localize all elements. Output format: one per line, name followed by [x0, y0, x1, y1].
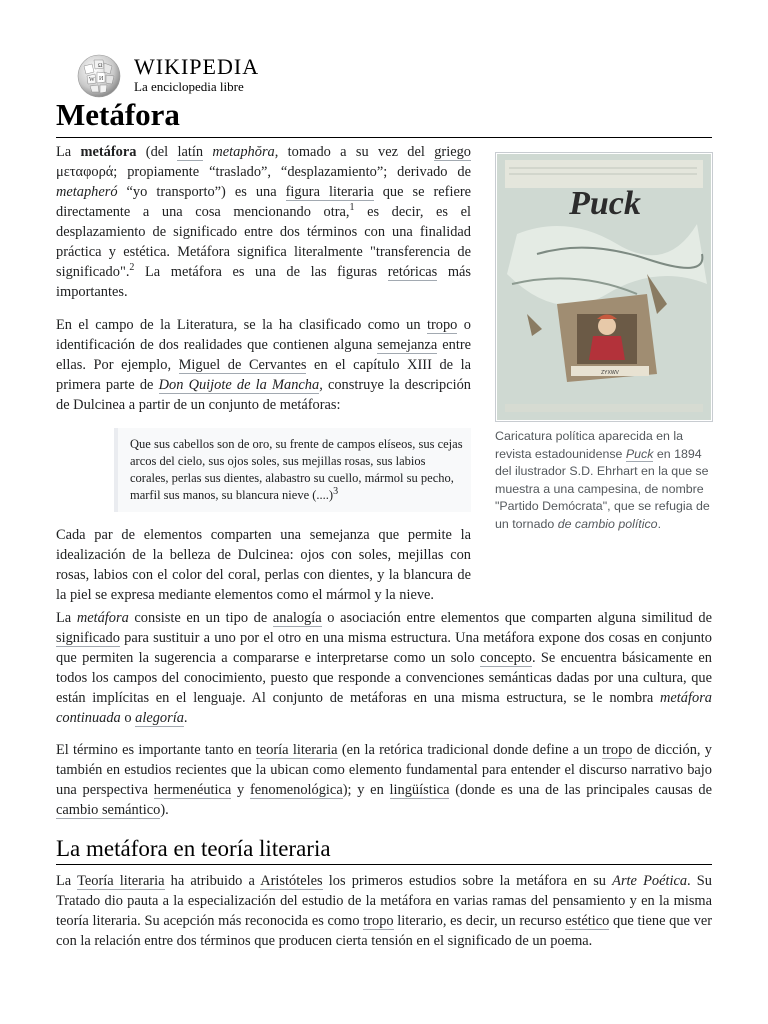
link-latin[interactable]: latín	[177, 144, 204, 160]
link-concepto[interactable]: concepto	[480, 650, 532, 666]
svg-text:ZYXWV: ZYXWV	[601, 370, 619, 376]
figure-puck	[495, 152, 713, 533]
wordmark-title: WIKIPEDIA	[134, 54, 260, 79]
puck-cover-image	[497, 154, 711, 420]
page-title: Metáfora	[56, 97, 180, 132]
link-don-quijote[interactable]: Don Quijote de la Mancha	[158, 377, 320, 393]
link-tropo-2[interactable]: tropo	[602, 742, 633, 758]
paragraph-intro: La metáfora (del latín metaphŏra, tomado a su vez del griego μεταφορά; propiamente “traslado”, “desplazamiento”; derivado de metapheró “yo transporto”) es una figura literaria que se refiere directamente a una cosa mencionando otra,$^1$ es decir, es el desplazamiento de significado entre dos términos con una finalidad práctica y estética. Metáfora significa literalmente "transferencia de significado".$^2$ La metáfora es una de las figuras retóricas más importantes.	[56, 144, 472, 300]
section-heading-teoria: La metáfora en teoría literaria	[56, 836, 331, 861]
link-teoria-literaria[interactable]: teoría literaria	[255, 742, 338, 758]
link-semejanza[interactable]: semejanza	[377, 337, 438, 353]
link-linguistica[interactable]: lingüística	[389, 782, 450, 798]
link-cambio-semantico[interactable]: cambio semántico	[56, 802, 161, 818]
link-fenomenologica[interactable]: fenomenológica	[250, 782, 343, 798]
link-puck[interactable]: Puck	[625, 446, 654, 461]
puck-illustration-icon	[497, 154, 711, 420]
wikipedia-logo[interactable]	[74, 52, 374, 98]
link-hermeneutica[interactable]: hermenéutica	[153, 782, 232, 798]
paragraph-literatura: En el campo de la Literatura, se la ha clasificado como un tropo o identificación de dos realidades que contienen alguna semejanza entre ellas. Por ejemplo, Miguel de Cervantes en el capítulo XIII de la primera parte de Don Quijote de la Mancha, construye la descripción de Dulcinea a partir de un conjunto de metáforas:	[56, 317, 472, 413]
paragraph-aristoteles-block	[56, 871, 712, 951]
link-tropo-3[interactable]: tropo	[363, 913, 394, 929]
paragraph-analogia: La metáfora consiste en un tipo de analogía o asociación entre elementos que comparten alguna similitud de significado para sustituir a uno por el otro en una misma estructura. Una metáfora expone dos cosas en conjunto que permiten la sugerencia a compararse e interpretarse como un solo concepto. Se encuentra básicamente en todos los campos del conocimiento, puesto que responde a convenciones semánticas dadas por una cultura, que están implícitas en el lenguaje. Al conjunto de metáforas en una misma estructura, se le nombra metáfora continuada o alegoría.	[56, 610, 712, 726]
link-miguel-de-cervantes[interactable]: Miguel de Cervantes	[178, 357, 307, 373]
reference-2[interactable]: 2	[129, 262, 135, 274]
link-estetico[interactable]: estético	[565, 913, 610, 929]
link-tropo[interactable]: tropo	[426, 317, 458, 333]
paragraph-termino-block	[56, 740, 712, 820]
paragraph-termino: El término es importante tanto en teoría literaria (en la retórica tradicional donde define a un tropo de dicción, y también en estudios recientes que la ubican como elemento fundamental para entender el discurso narrativo bajo una perspectiva hermenéutica y fenomenológica); y en lingüística (donde es una de las principales causas de cambio semántico).	[56, 742, 712, 818]
svg-text:И: И	[99, 76, 104, 82]
reference-1[interactable]: 1	[349, 202, 355, 214]
magazine-masthead: Puck	[569, 185, 641, 222]
intro-column	[56, 142, 471, 618]
term-metafora: metáfora	[80, 144, 137, 160]
quote-dulcinea: Que sus cabellos son de oro, su frente de campos elíseos, sus cejas arcos del cielo, sus ojos soles, sus mejillas rosas, sus labios corales, perlas sus dientes, alabastro su cuello, mármol su pecho, marfil sus manos, su blancura nieve (....)$^3$	[114, 428, 471, 512]
link-alegoria[interactable]: alegoría	[135, 710, 184, 726]
title-divider	[56, 137, 712, 138]
link-griego[interactable]: griego	[434, 144, 471, 160]
svg-text:Ω: Ω	[98, 63, 103, 69]
figure-caption: Caricatura política aparecida en la revista estadounidense Puck en 1894 del ilustrador S.D. Ehrhart en la que se muestra a una campesina, de nombre "Partido Demócrata", que se refugia de un tornado de cambio político.	[495, 429, 710, 531]
svg-text:W: W	[89, 77, 95, 83]
paragraph-analogia-block	[56, 608, 712, 728]
link-aristoteles[interactable]: Aristóteles	[260, 873, 323, 889]
link-figura-literaria[interactable]: figura literaria	[285, 184, 374, 200]
link-analogia[interactable]: analogía	[272, 610, 322, 626]
paragraph-semejanza: Cada par de elementos comparten una semejanza que permite la idealización de la belleza de Dulcinea: ojos con soles, mejillas con rosas, labios con el color del coral, perlas con dientes, y la blancura de la piel se expresa mediante elementos como el mármol y la nieve.	[56, 527, 471, 603]
wikipedia-globe-icon	[74, 52, 124, 98]
link-retoricas[interactable]: retóricas	[387, 264, 438, 280]
section-divider	[56, 864, 712, 865]
wordmark	[134, 56, 259, 95]
reference-3[interactable]: 3	[333, 485, 339, 497]
link-teoria-literaria-2[interactable]: Teoría literaria	[77, 873, 165, 889]
link-significado[interactable]: significado	[56, 630, 120, 646]
figure-frame[interactable]	[495, 152, 713, 422]
paragraph-aristoteles: La Teoría literaria ha atribuido a Aristóteles los primeros estudios sobre la metáfora en su Arte Poética. Su Tratado dio pauta a la especialización del estudio de la metáfora en varias ramas del pensamiento y en la misma teoría literaria. Su acepción más reconocida es como tropo literario, es decir, un recurso estético que tiene que ver con la relación entre dos términos que producen cierta tensión en el significado de un poema.	[56, 873, 712, 949]
wordmark-tagline: La enciclopedia libre	[134, 79, 244, 94]
